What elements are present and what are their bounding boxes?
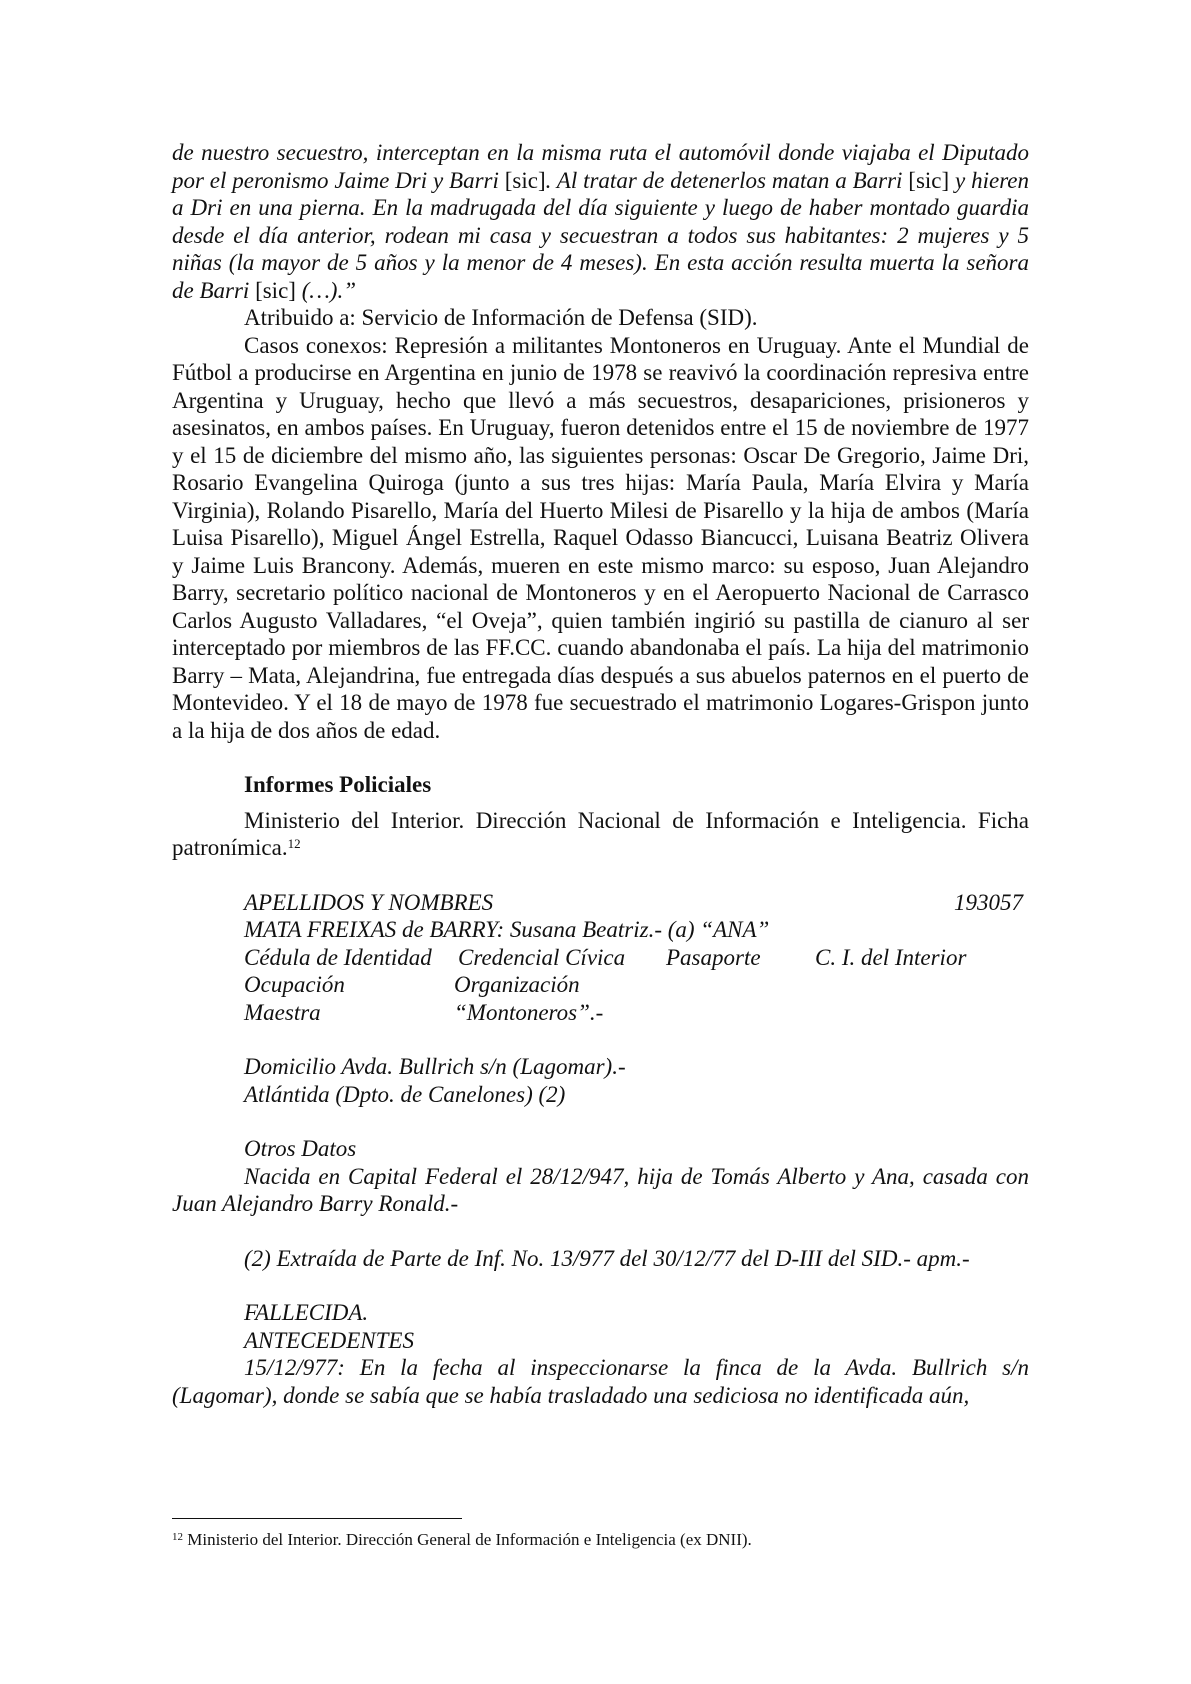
antecedentes-label: ANTECEDENTES (244, 1327, 414, 1353)
ficha-name: MATA FREIXAS de BARRY: Susana Beatriz.- (a) “ANA” (244, 917, 770, 942)
ficha-number: 193057 (954, 889, 1023, 915)
sic-mark: [sic] (908, 167, 950, 193)
organizacion-label: Organización (454, 972, 580, 997)
ocupacion-value: Maestra (244, 999, 321, 1025)
domicilio-line: Atlántida (Dpto. de Canelones) (2) (244, 1081, 566, 1107)
apellidos-label: APELLIDOS Y NOMBRES (244, 889, 494, 915)
ocupacion-row (244, 971, 1029, 999)
doc-label: Cédula de Identidad (244, 944, 432, 970)
antecedente-text: 15/12/977: En la fecha al inspeccionarse la finca de la Avda. Bullrich s/n (Lagomar), donde se sabía que se había trasladado una sediciosa no identificada aún, (172, 1355, 1029, 1408)
casos-conexos-paragraph: Casos conexos: Represión a militantes Montoneros en Uruguay. Ante el Mundial de Fútbol a producirse en Argentina en junio de 1978 se reavivó la coordinación represiva entre Argentina y Uruguay, hecho que llevó a más secuestros, desapariciones, prisioneros y asesinatos, en ambos países. En Uruguay, fueron detenidos entre el 15 de noviembre de 1977 y el 15 de diciembre del mismo año, las siguientes personas: Oscar De Gregorio, Jaime Dri, Rosario Evangelina Quiroga (junto a sus tres hijas: María Paula, María Elvira y María Virginia), Rolando Pisarello, María del Huerto Milesi de Pisarello y la hija de ambos (María Luisa Pisarello), Miguel Ángel Estrella, Raquel Odasso Biancucci, Luisana Beatriz Olivera y Jaime Luis Brancony. Además, mueren en este mismo marco: su esposo, Juan Alejandro Barry, secretario político nacional de Montoneros y en el Aeropuerto Nacional de Carrasco Carlos Augusto Valladares, “el Oveja”, quien también ingirió su pastilla de cianuro al ser interceptado por miembros de las FF.CC. cuando abandonaba el país. La hija del matrimonio Barry – Mata, Alejandrina, fue entregada días después a sus abuelos paternos en el puerto de Montevideo. Y el 18 de mayo de 1978 fue secuestrado el matrimonio Logares-Grispon junto a la hija de dos años de edad. (172, 332, 1029, 743)
doc-label: Credencial Cívica (458, 944, 626, 970)
quote-text: . Al tratar de detenerlos matan a (545, 167, 847, 193)
footnote (172, 1530, 1029, 1550)
atribuido-paragraph: Atribuido a: Servicio de Información de Defensa (SID). (244, 305, 758, 330)
doc-label: Pasaporte (666, 944, 761, 970)
quote-paragraph (172, 139, 1029, 304)
doc-label: C. I. del Interior (815, 944, 967, 970)
ficha-block (172, 889, 1029, 1163)
document-page (172, 139, 1029, 1409)
fallecida-label: FALLECIDA. (244, 1300, 369, 1325)
fallecida-block (172, 1299, 1029, 1354)
footnote-ref: 12 (287, 836, 301, 851)
otros-datos-text: Nacida en Capital Federal el 28/12/947, hija de Tomás Alberto y Ana, casada con Juan Alejandro Barry Ronald.- (172, 1163, 1029, 1216)
domicilio-line: Domicilio Avda. Bullrich s/n (Lagomar).- (244, 1054, 626, 1079)
quote-text: y hieren a Dri en una pierna. En la madrugada del día siguiente y luego de haber montado guardia desde el día anterior, rodean mi casa y secuestran a todos sus habitantes: 2 mujeres y 5 niñas (la mayor de 5 años y la menor de 4 meses). En esta acción resulta muerta la señora de Barri (172, 167, 1030, 303)
sic-mark: [sic] (504, 167, 546, 193)
quote-text: (…).” (301, 277, 356, 303)
footnote-number: 12 (172, 1531, 183, 1543)
organizacion-value: “Montoneros”.- (454, 999, 604, 1025)
quote-text: Diputado por el peronismo Jaime Dri y Barri (172, 140, 1029, 193)
ministerio-paragraph (172, 807, 1029, 862)
ministerio-text: Ministerio del Interior. Dirección Nacional de Información e Inteligencia. Ficha patronímica. (172, 807, 1029, 860)
nota-2: (2) Extraída de Parte de Inf. No. 13/977 del 30/12/77 del D-III del SID.- apm.- (244, 1245, 970, 1271)
quote-text: Barri (852, 167, 903, 193)
ocupacion-value-row (244, 999, 1029, 1027)
otros-datos-label: Otros Datos (244, 1136, 357, 1161)
footnote-rule (172, 1518, 462, 1519)
ficha-header-row (244, 889, 1029, 917)
sic-mark: [sic] (255, 277, 296, 303)
section-heading: Informes Policiales (244, 772, 432, 797)
quote-text: de nuestro secuestro, interceptan en la misma ruta el automóvil donde viajaba el (172, 140, 935, 165)
footnote-text: Ministerio del Interior. Dirección General de Información e Inteligencia (ex DNII). (187, 1530, 752, 1549)
doc-labels-row (244, 944, 1029, 972)
ocupacion-label: Ocupación (244, 972, 345, 997)
